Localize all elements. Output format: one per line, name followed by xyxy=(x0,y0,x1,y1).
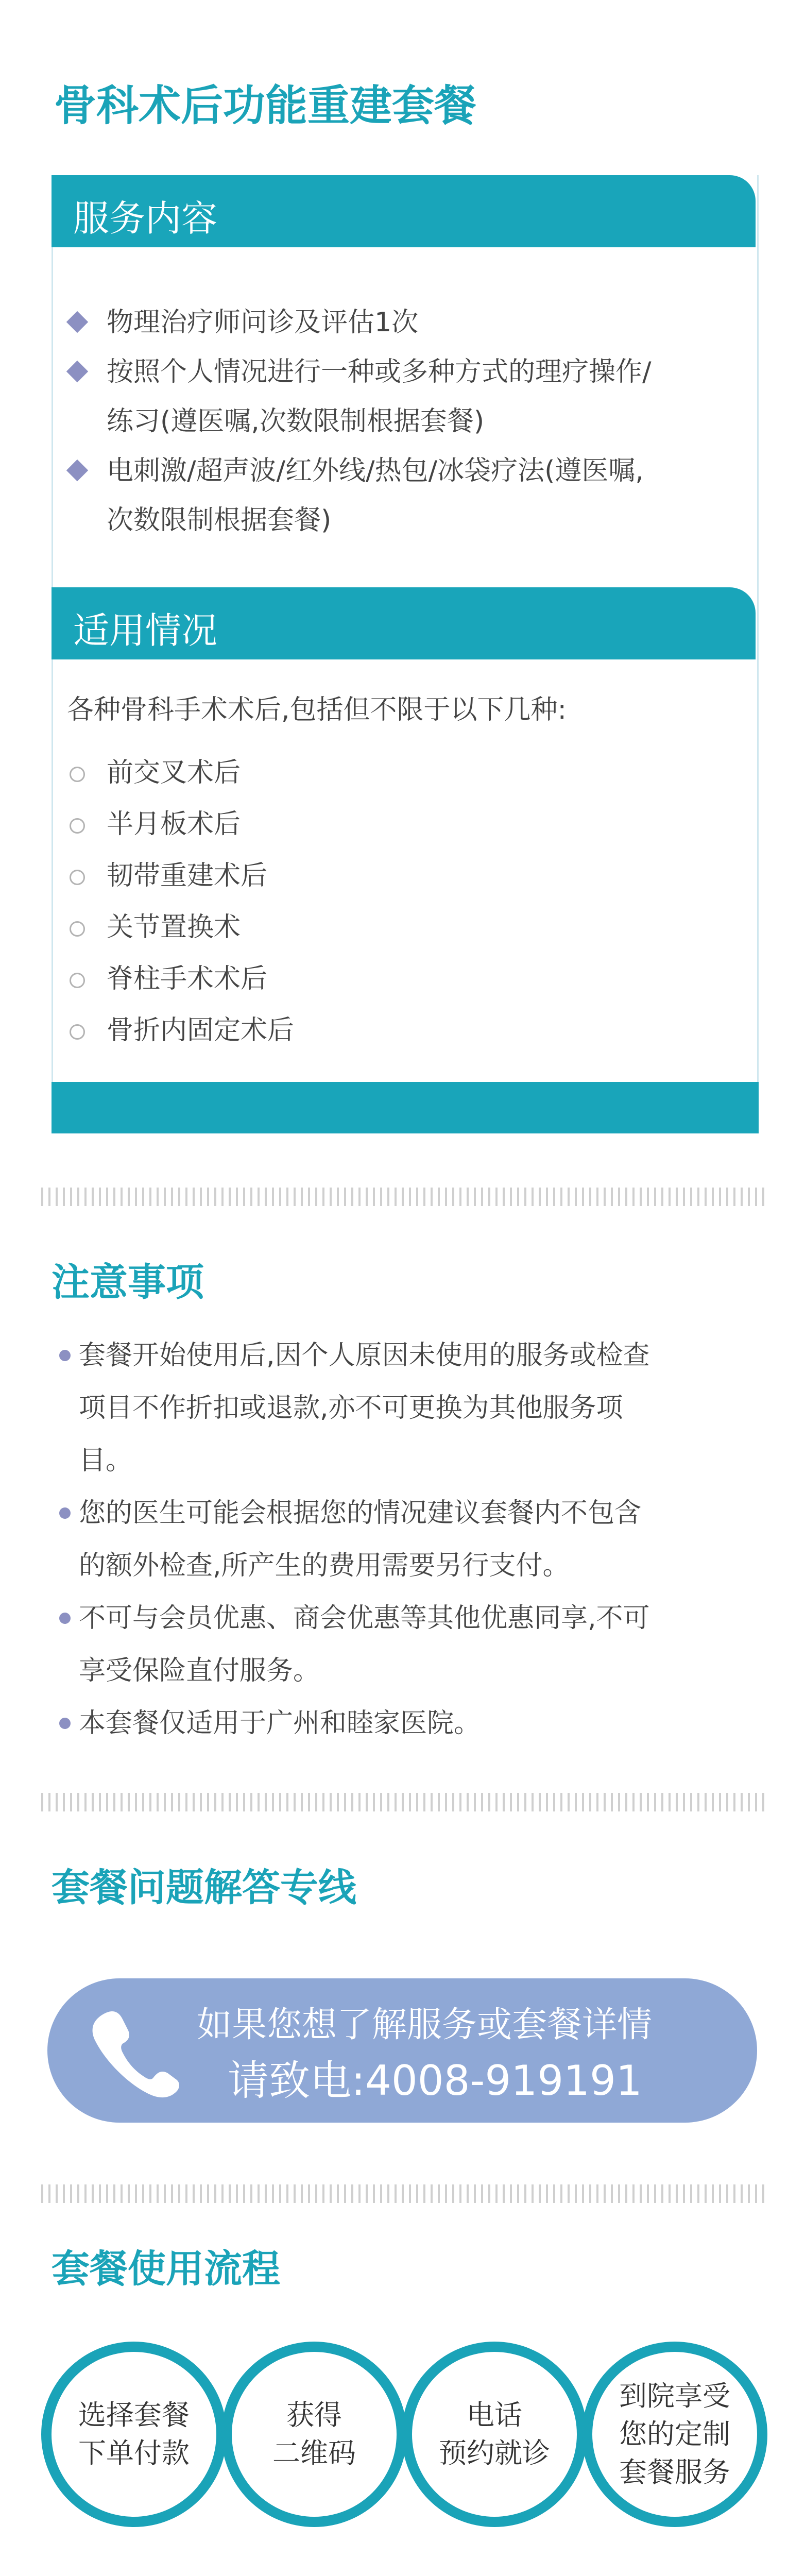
services-header-label: 服务内容 xyxy=(73,197,217,240)
dot-bullet-icon xyxy=(59,1350,71,1361)
divider xyxy=(41,1188,765,1206)
note-item: 本套餐仅适用于广州和睦家医院。 xyxy=(59,1697,744,1750)
diamond-bullet-icon xyxy=(66,460,88,481)
note-item: 套餐开始使用后,因个人原因未使用的服务或检查 项目不作折扣或退款,亦不可更换为其他服务项 目。 xyxy=(59,1329,744,1487)
circle-bullet-icon xyxy=(70,921,85,937)
process-step-4: 到院享受 您的定制 套餐服务 xyxy=(582,2342,767,2527)
diamond-bullet-icon xyxy=(66,361,88,382)
service-item xyxy=(70,446,739,545)
dot-bullet-icon xyxy=(59,1507,71,1519)
services-header xyxy=(52,175,756,247)
hotline-line2[interactable]: 请致电:4008-919191 xyxy=(228,2057,642,2105)
process-title: 套餐使用流程 xyxy=(52,2247,280,2291)
applicable-item: 韧带重建术后 xyxy=(70,860,267,891)
circle-bullet-icon xyxy=(70,818,85,834)
applicable-item: 骨折内固定术后 xyxy=(70,1015,294,1046)
diamond-bullet-icon xyxy=(66,311,88,333)
process-step-1: 选择套餐 下单付款 xyxy=(41,2342,227,2527)
applicable-header-label: 适用情况 xyxy=(73,609,217,652)
card-footer-bar xyxy=(52,1082,759,1133)
applicable-item: 前交叉术后 xyxy=(70,757,241,788)
applicable-header xyxy=(52,587,756,659)
service-item-text: 次数限制根据套餐) xyxy=(107,505,332,536)
circle-bullet-icon xyxy=(70,870,85,885)
dot-bullet-icon xyxy=(59,1718,71,1729)
circle-bullet-icon xyxy=(70,973,85,988)
applicable-item: 关节置换术 xyxy=(70,912,241,943)
dot-bullet-icon xyxy=(59,1613,71,1624)
service-item xyxy=(70,347,739,446)
service-item-text: 电刺激/超声波/红外线/热包/冰袋疗法(遵医嘱, xyxy=(107,455,644,486)
phone-icon xyxy=(83,2002,181,2099)
qrcode-info xyxy=(255,2572,760,2576)
process-step-2: 获得 二维码 xyxy=(221,2342,407,2527)
hotline-title: 套餐问题解答专线 xyxy=(52,1866,356,1910)
service-item-text: 物理治疗师问诊及评估1次 xyxy=(107,307,419,338)
process-step-3: 电话 预约就诊 xyxy=(402,2342,587,2527)
hotline-banner[interactable] xyxy=(47,1978,757,2123)
circle-bullet-icon xyxy=(70,1024,85,1040)
divider xyxy=(41,1793,765,1811)
applicable-item: 半月板术后 xyxy=(70,809,241,840)
service-item xyxy=(70,298,739,347)
divider xyxy=(41,2184,765,2203)
circle-bullet-icon xyxy=(70,767,85,782)
page-title: 骨科术后功能重建套餐 xyxy=(54,81,477,130)
service-item-text: 练习(遵医嘱,次数限制根据套餐) xyxy=(107,406,485,437)
note-item: 不可与会员优惠、商会优惠等其他优惠同享,不可 享受保险直付服务。 xyxy=(59,1592,744,1697)
note-item: 您的医生可能会根据您的情况建议套餐内不包含 的额外检查,所产生的费用需要另行支付。 xyxy=(59,1487,744,1592)
hotline-line1: 如果您想了解服务或套餐详情 xyxy=(197,2005,653,2045)
applicable-item: 脊柱手术术后 xyxy=(70,963,267,994)
service-item-text: 按照个人情况进行一种或多种方式的理疗操作/ xyxy=(107,357,652,387)
applicable-intro: 各种骨科手术术后,包括但不限于以下几种: xyxy=(67,694,567,725)
notes-title: 注意事项 xyxy=(52,1260,204,1304)
